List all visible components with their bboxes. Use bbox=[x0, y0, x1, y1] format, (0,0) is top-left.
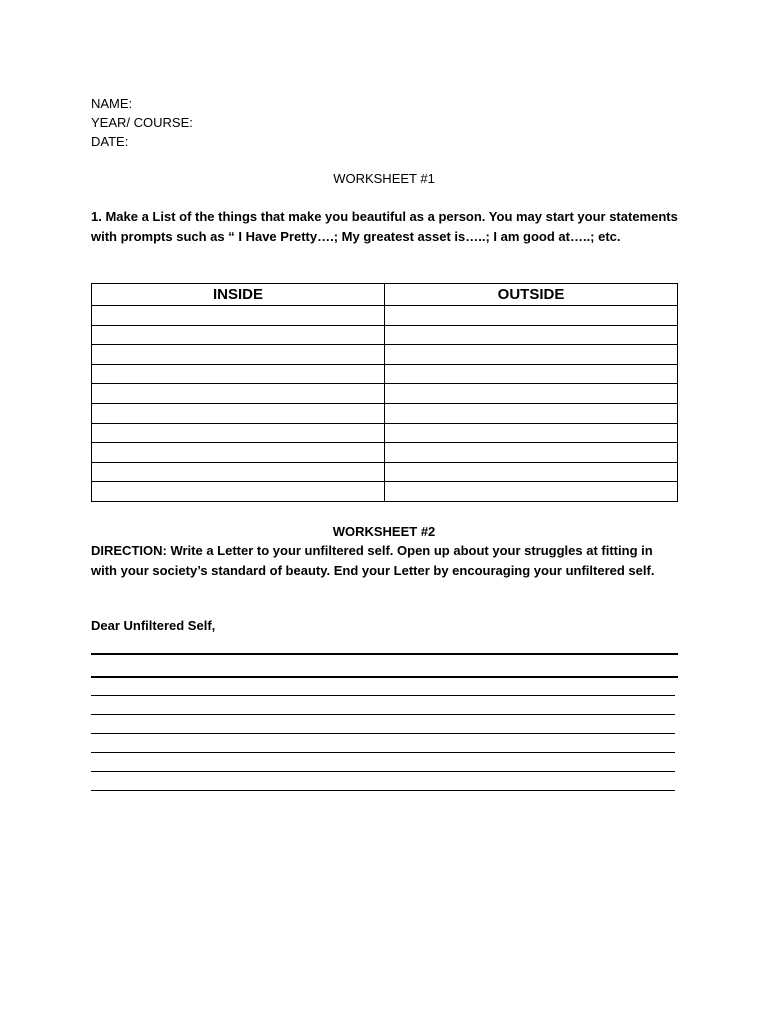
inside-cell bbox=[92, 482, 385, 502]
writing-line bbox=[91, 695, 675, 696]
letter-salutation: Dear Unfiltered Self, bbox=[91, 618, 216, 633]
worksheet-1-title: WORKSHEET #1 bbox=[333, 171, 435, 186]
writing-line bbox=[91, 714, 675, 715]
inside-cell bbox=[92, 462, 385, 482]
inside-cell bbox=[92, 423, 385, 443]
writing-line bbox=[91, 733, 675, 734]
table-row bbox=[92, 384, 678, 404]
writing-line bbox=[91, 752, 675, 753]
table-row bbox=[92, 423, 678, 443]
column-header-outside: OUTSIDE bbox=[385, 284, 678, 306]
table-row bbox=[92, 403, 678, 423]
column-header-inside: INSIDE bbox=[92, 284, 385, 306]
inside-cell bbox=[92, 443, 385, 463]
outside-cell bbox=[385, 482, 678, 502]
writing-line bbox=[91, 676, 678, 678]
table-row bbox=[92, 482, 678, 502]
inside-cell bbox=[92, 364, 385, 384]
outside-cell bbox=[385, 462, 678, 482]
writing-line bbox=[91, 790, 675, 791]
outside-cell bbox=[385, 345, 678, 365]
inside-cell bbox=[92, 403, 385, 423]
date-label: DATE: bbox=[91, 134, 129, 149]
outside-cell bbox=[385, 423, 678, 443]
year-course-label: YEAR/ COURSE: bbox=[91, 115, 193, 130]
table-row bbox=[92, 462, 678, 482]
student-info-header bbox=[91, 94, 193, 151]
inside-cell bbox=[92, 325, 385, 345]
table-row bbox=[92, 364, 678, 384]
outside-cell bbox=[385, 364, 678, 384]
outside-cell bbox=[385, 443, 678, 463]
table-row bbox=[92, 325, 678, 345]
worksheet-2-direction: DIRECTION: Write a Letter to your unfiltered self. Open up about your struggles at fitting in with your society’s standard of beauty. End your Letter by encouraging your unfiltered self. bbox=[91, 543, 655, 578]
inside-outside-table bbox=[91, 283, 678, 502]
table-row bbox=[92, 443, 678, 463]
table-header-row bbox=[92, 284, 678, 306]
worksheet-2-title: WORKSHEET #2 bbox=[332, 524, 436, 539]
table-row bbox=[92, 345, 678, 365]
outside-cell bbox=[385, 384, 678, 404]
worksheet-1-instruction: 1. Make a List of the things that make you beautiful as a person. You may start your statements with prompts such as “ I Have Pretty….; My greatest asset is…..; I am good at…..; etc. bbox=[91, 209, 678, 244]
writing-line bbox=[91, 771, 675, 772]
inside-cell bbox=[92, 345, 385, 365]
outside-cell bbox=[385, 403, 678, 423]
outside-cell bbox=[385, 325, 678, 345]
outside-cell bbox=[385, 306, 678, 326]
table-row bbox=[92, 306, 678, 326]
name-label: NAME: bbox=[91, 96, 133, 111]
inside-cell bbox=[92, 384, 385, 404]
inside-cell bbox=[92, 306, 385, 326]
writing-line bbox=[91, 653, 678, 655]
